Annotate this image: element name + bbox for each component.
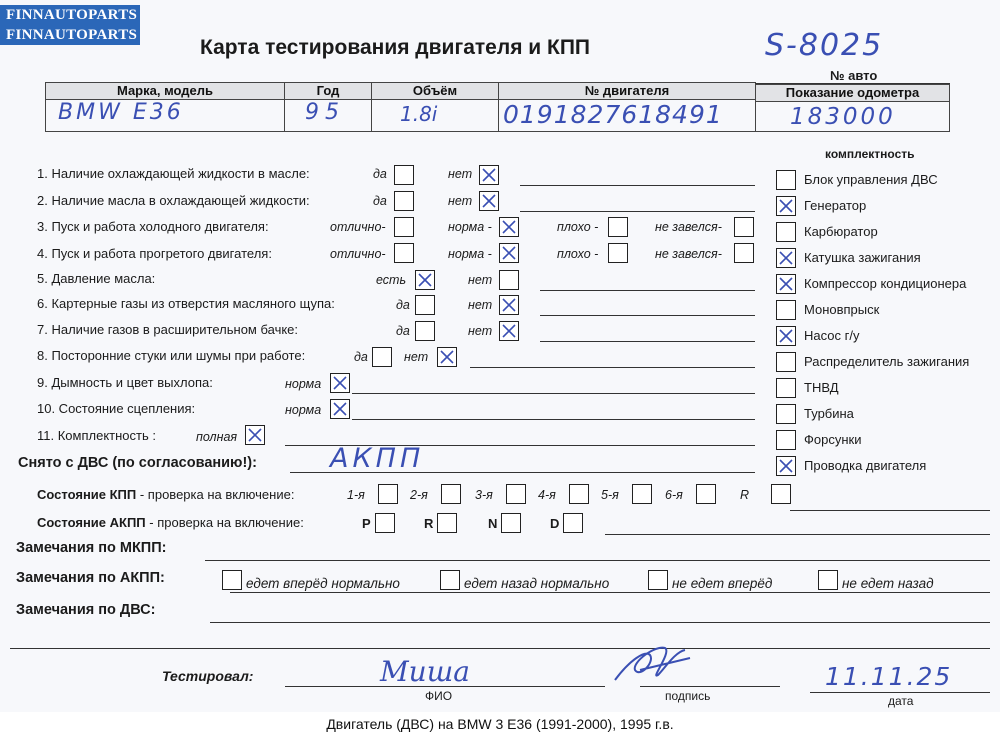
option-checkbox[interactable] <box>734 243 754 263</box>
page-caption: Двигатель (ДВС) на BMW 3 E36 (1991-2000), 1995 г.в. <box>326 716 674 732</box>
remarks-mkpp-label: Замечания по МКПП: <box>16 540 167 556</box>
check-label: 4. Пуск и работа прогретого двигателя: <box>37 246 272 261</box>
check-label: 2. Наличие масла в охлаждающей жидкости: <box>37 193 310 208</box>
check-label: 1. Наличие охлаждающей жидкости в масле: <box>37 166 310 181</box>
gear-label: 1-я <box>347 488 365 502</box>
gear-checkbox[interactable] <box>375 513 395 533</box>
gear-label: 4-я <box>538 488 556 502</box>
date-value: 11.11.25 <box>825 662 953 691</box>
completeness-item: Турбина <box>804 406 854 421</box>
option-label: да <box>373 167 387 181</box>
gear-checkbox[interactable] <box>771 484 791 504</box>
completeness-checkbox-checked[interactable] <box>776 196 796 216</box>
completeness-checkbox[interactable] <box>776 430 796 450</box>
option-label: не завелся- <box>655 220 722 234</box>
check-label: 8. Посторонние стуки или шумы при работе: <box>37 348 306 363</box>
option-checkbox[interactable] <box>394 165 414 185</box>
gear-checkbox[interactable] <box>501 513 521 533</box>
card-code: S-8025 <box>765 28 884 63</box>
gear-label: 3-я <box>475 488 493 502</box>
completeness-item: Распределитель зажигания <box>804 354 970 369</box>
gear-label: 2-я <box>410 488 428 502</box>
engine-number-value: 0191827618491 <box>503 100 723 129</box>
option-label: да <box>354 350 368 364</box>
option-label: плохо - <box>557 247 599 261</box>
option-checkbox-checked[interactable] <box>415 270 435 290</box>
option-label: есть <box>376 273 407 287</box>
remark-checkbox[interactable] <box>818 570 838 590</box>
option-label: нет <box>448 167 473 181</box>
option-label: да <box>373 194 387 208</box>
option-checkbox-checked[interactable] <box>330 399 350 419</box>
option-checkbox-checked[interactable] <box>499 295 519 315</box>
gear-label: 5-я <box>601 488 619 502</box>
option-checkbox[interactable] <box>415 321 435 341</box>
option-checkbox-checked[interactable] <box>479 191 499 211</box>
completeness-checkbox-checked[interactable] <box>776 274 796 294</box>
option-checkbox[interactable] <box>394 217 414 237</box>
gear-label: P <box>362 516 371 531</box>
odometer-value: 183000 <box>790 104 896 130</box>
completeness-item: Генератор <box>804 198 867 213</box>
option-checkbox[interactable] <box>394 243 414 263</box>
watermark-logo: FINNAUTOPARTS <box>0 25 140 45</box>
option-label: нет <box>404 350 429 364</box>
completeness-item: Катушка зажигания <box>804 250 921 265</box>
model-value: BMW E36 <box>58 100 184 125</box>
option-checkbox-checked[interactable] <box>437 347 457 367</box>
option-label: норма - <box>448 247 492 261</box>
completeness-item: Насос г/у <box>804 328 860 343</box>
completeness-item: Моновпрыск <box>804 302 880 317</box>
header-auto-number: № авто <box>830 68 878 83</box>
header-odometer: Показание одометра <box>755 84 950 102</box>
completeness-checkbox-checked[interactable] <box>776 326 796 346</box>
option-checkbox[interactable] <box>608 243 628 263</box>
remark-option-label: не едет вперёд <box>672 576 773 591</box>
date-label: дата <box>888 694 914 708</box>
option-label: да <box>396 298 410 312</box>
option-checkbox-checked[interactable] <box>499 243 519 263</box>
signature-label: подпись <box>665 689 711 703</box>
remark-checkbox[interactable] <box>648 570 668 590</box>
check-label: 11. Комплектность : <box>37 428 156 443</box>
gear-checkbox[interactable] <box>696 484 716 504</box>
year-value: 95 <box>305 100 345 125</box>
removed-label: Снято с ДВС (по согласованию!): <box>18 455 257 471</box>
option-checkbox[interactable] <box>394 191 414 211</box>
option-label: да <box>396 324 410 338</box>
option-checkbox[interactable] <box>372 347 392 367</box>
check-label: 3. Пуск и работа холодного двигателя: <box>37 219 269 234</box>
completeness-checkbox[interactable] <box>776 404 796 424</box>
gear-checkbox[interactable] <box>378 484 398 504</box>
header-year: Год <box>284 82 372 100</box>
removed-value: АКПП <box>330 443 425 474</box>
option-label: нет <box>468 273 493 287</box>
option-label: не завелся- <box>655 247 722 261</box>
option-label: норма - <box>448 220 492 234</box>
remark-checkbox[interactable] <box>440 570 460 590</box>
form-title: Карта тестирования двигателя и КПП <box>200 36 591 59</box>
signature-mark <box>610 640 700 690</box>
gear-checkbox[interactable] <box>506 484 526 504</box>
check-label: 5. Давление масла: <box>37 271 156 286</box>
gear-checkbox[interactable] <box>632 484 652 504</box>
header-model: Марка, модель <box>45 82 285 100</box>
gear-checkbox[interactable] <box>441 484 461 504</box>
completeness-item: ТНВД <box>804 380 839 395</box>
option-checkbox[interactable] <box>415 295 435 315</box>
gear-label: D <box>550 516 560 531</box>
option-label: нет <box>448 194 473 208</box>
completeness-item: Карбюратор <box>804 224 878 239</box>
gear-checkbox[interactable] <box>437 513 457 533</box>
gear-label: N <box>488 516 498 531</box>
gear-checkbox[interactable] <box>563 513 583 533</box>
option-label: нет <box>468 298 493 312</box>
option-label: норма <box>285 403 322 417</box>
watermark-logo: FINNAUTOPARTS <box>0 5 140 25</box>
option-checkbox-checked[interactable] <box>479 165 499 185</box>
gear-label: R <box>740 488 750 502</box>
tester-name: Миша <box>380 655 470 688</box>
remarks-dvs-label: Замечания по ДВС: <box>16 602 156 618</box>
option-checkbox-checked[interactable] <box>499 321 519 341</box>
completeness-checkbox[interactable] <box>776 352 796 372</box>
gear-checkbox[interactable] <box>569 484 589 504</box>
option-checkbox[interactable] <box>608 217 628 237</box>
completeness-item: Компрессор кондиционера <box>804 276 967 291</box>
completeness-item: Проводка двигателя <box>804 458 927 473</box>
gear-label: R <box>424 516 434 531</box>
option-checkbox-checked[interactable] <box>499 217 519 237</box>
mkpp-check-label: Состояние КПП - проверка на включение: <box>37 487 295 502</box>
completeness-checkbox[interactable] <box>776 222 796 242</box>
remark-checkbox[interactable] <box>222 570 242 590</box>
option-label: норма <box>285 377 322 391</box>
completeness-item: Блок управления ДВС <box>804 172 938 187</box>
option-label: плохо - <box>557 220 599 234</box>
completeness-checkbox-checked[interactable] <box>776 248 796 268</box>
completeness-checkbox[interactable] <box>776 378 796 398</box>
remarks-akpp-label: Замечания по АКПП: <box>16 570 165 586</box>
header-volume: Объём <box>371 82 499 100</box>
option-label: отлично- <box>330 247 386 261</box>
tested-label: Тестировал: <box>162 668 254 684</box>
completeness-item: Форсунки <box>804 432 862 447</box>
check-label: 7. Наличие газов в расширительном бачке: <box>37 322 299 337</box>
fio-label: ФИО <box>425 689 453 703</box>
option-checkbox[interactable] <box>499 270 519 290</box>
header-engine-number: № двигателя <box>498 82 756 100</box>
check-label: 10. Состояние сцепления: <box>37 401 196 416</box>
remark-option-label: не едет назад <box>842 576 934 591</box>
volume-value: 1.8i <box>400 102 438 126</box>
gear-label: 6-я <box>665 488 683 502</box>
completeness-heading: комплектность <box>825 147 915 161</box>
akpp-check-label: Состояние АКПП - проверка на включение: <box>37 515 304 530</box>
option-checkbox-checked[interactable] <box>245 425 265 445</box>
option-label: полная <box>196 430 238 444</box>
option-checkbox[interactable] <box>734 217 754 237</box>
check-label: 9. Дымность и цвет выхлопа: <box>37 375 213 390</box>
remark-option-label: едет назад нормально <box>464 576 610 591</box>
completeness-checkbox-checked[interactable] <box>776 456 796 476</box>
remark-option-label: едет вперёд нормально <box>246 576 400 591</box>
check-label: 6. Картерные газы из отверстия масляного щупа: <box>37 296 335 311</box>
option-checkbox-checked[interactable] <box>330 373 350 393</box>
completeness-checkbox[interactable] <box>776 300 796 320</box>
completeness-checkbox[interactable] <box>776 170 796 190</box>
option-label: нет <box>468 324 493 338</box>
option-label: отлично- <box>330 220 386 234</box>
